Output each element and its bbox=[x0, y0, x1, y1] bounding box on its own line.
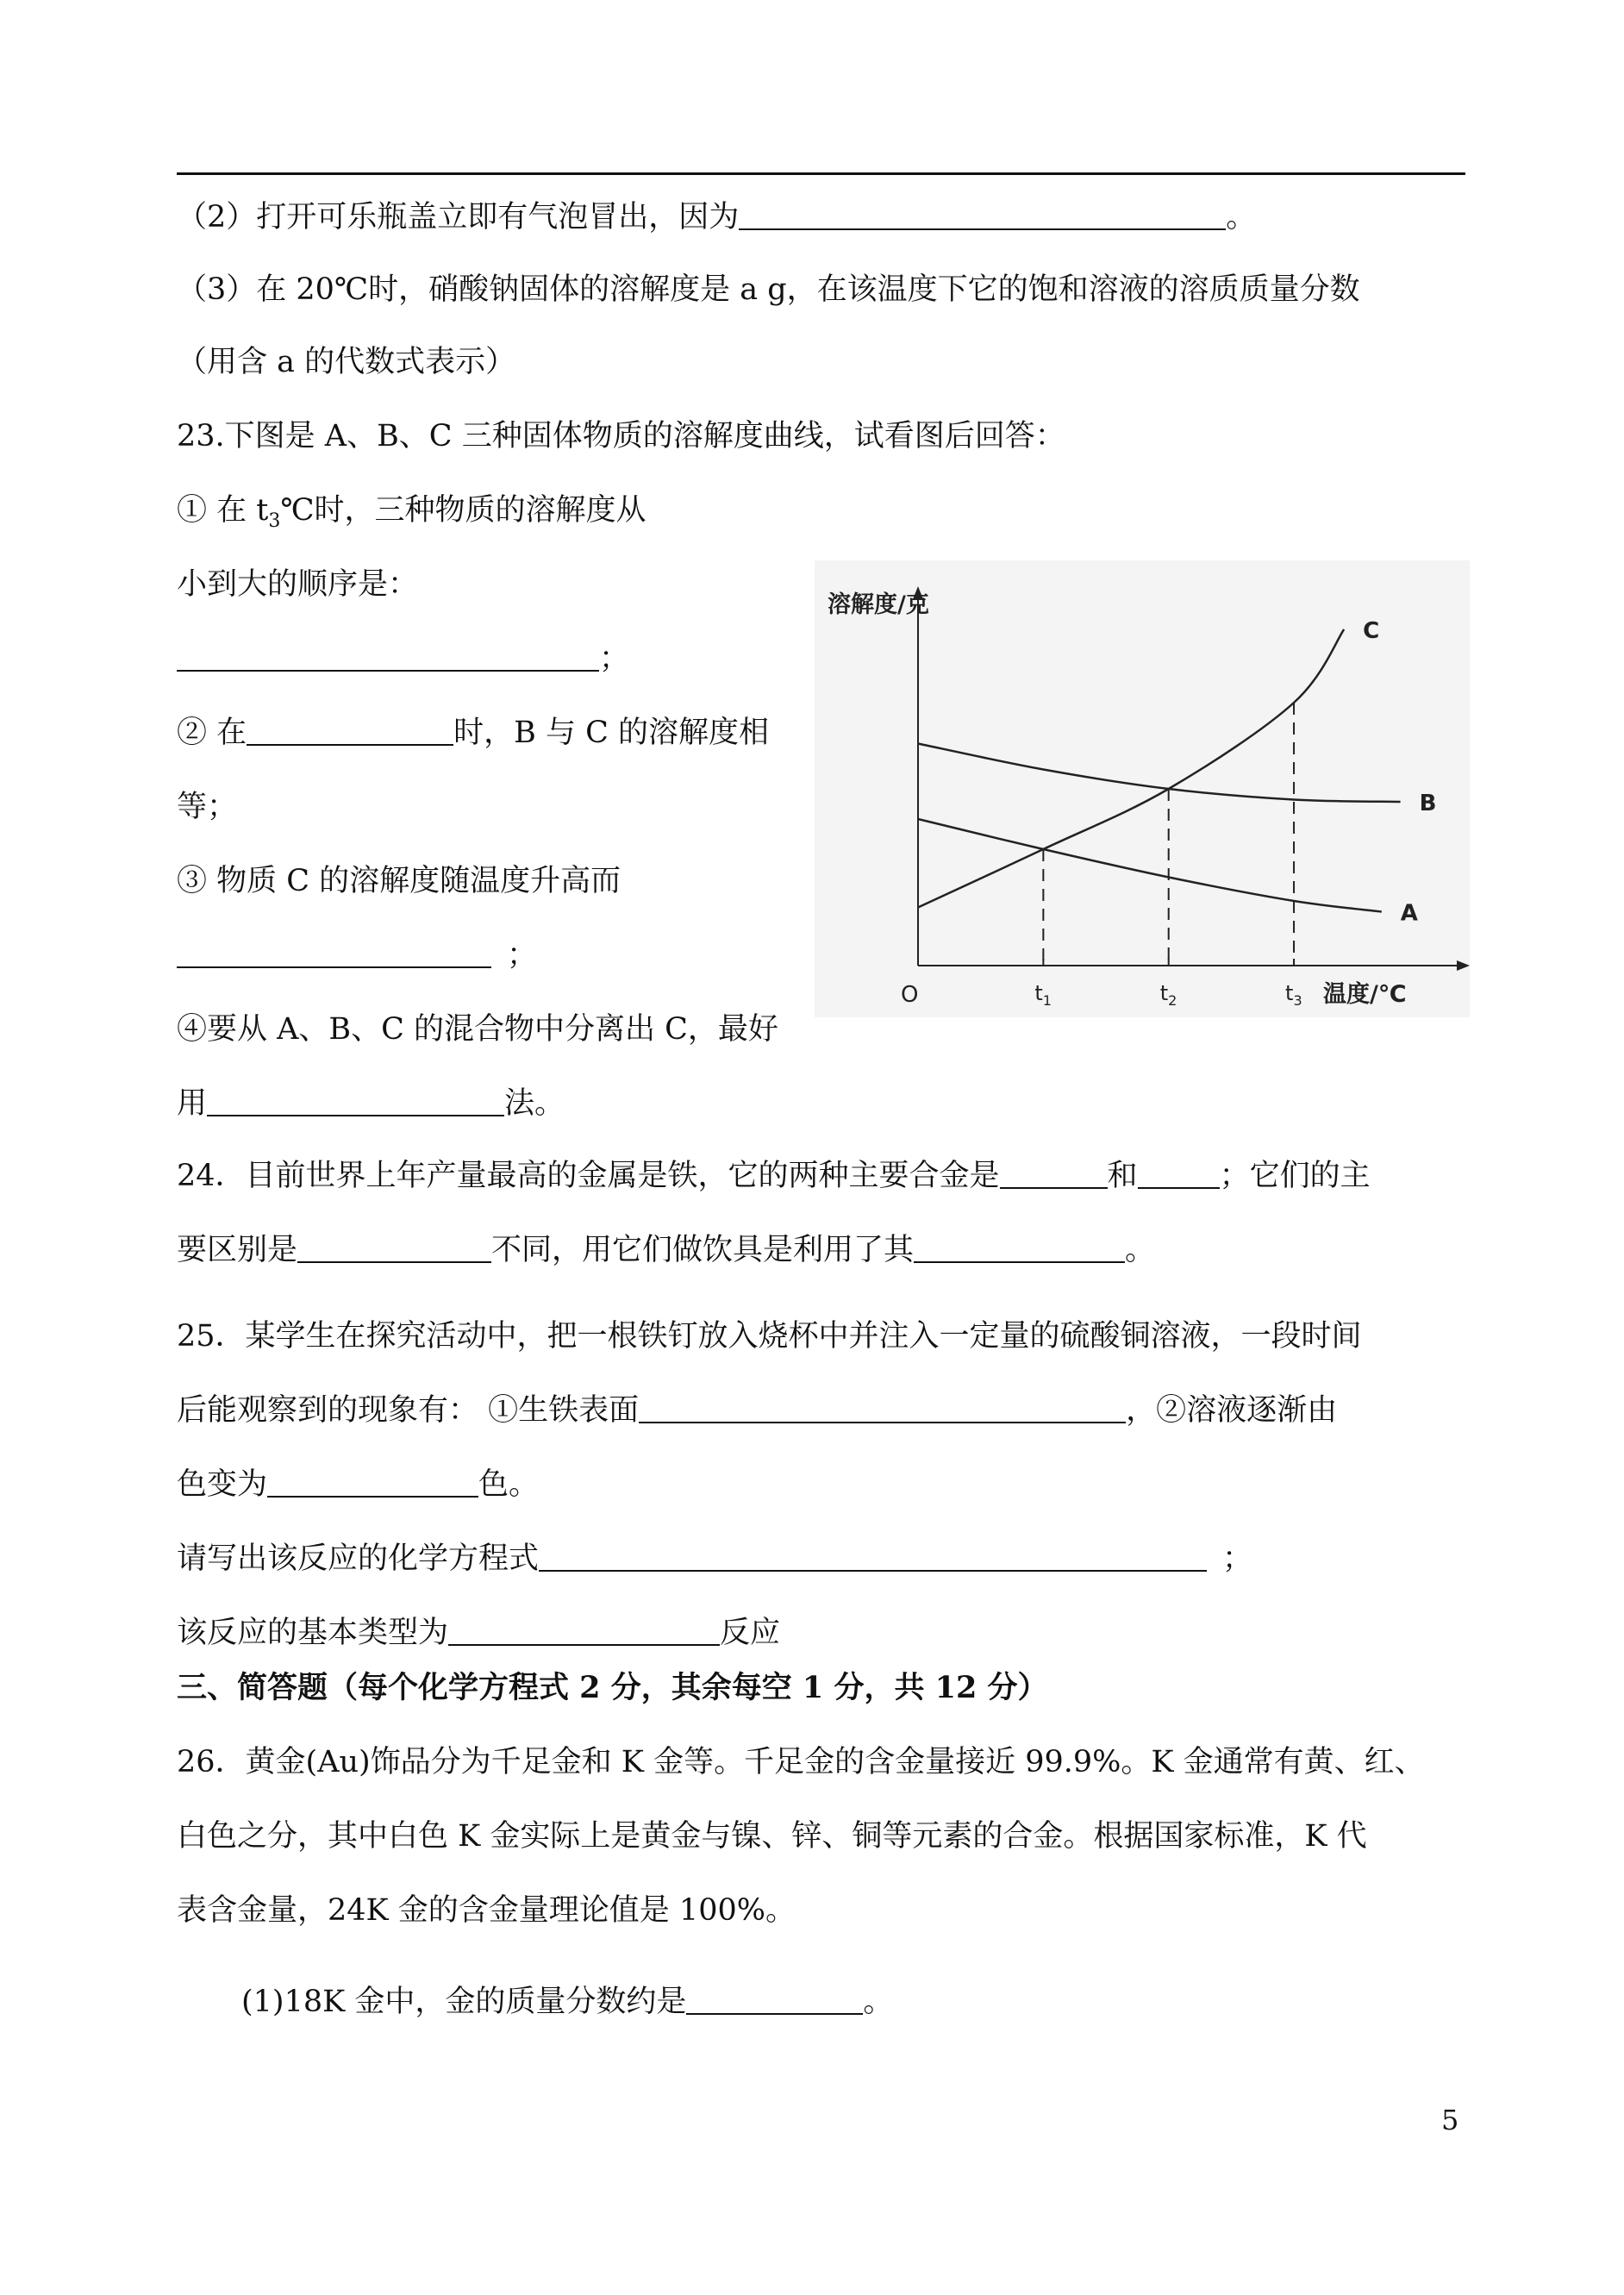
series-label-b: B bbox=[1419, 791, 1437, 816]
answer-blank[interactable] bbox=[267, 1470, 478, 1498]
q26-part1-end: 。 bbox=[863, 1985, 894, 2019]
q23-part1-text-b: ℃时，三种物质的溶解度从 bbox=[280, 493, 646, 528]
q23-part2-text-b: 时，B 与 C 的溶解度相 bbox=[453, 716, 770, 750]
q22-part2 bbox=[177, 198, 1256, 236]
q23-part1-line3 bbox=[177, 640, 629, 678]
y-axis-label: 溶解度/克 bbox=[828, 591, 929, 618]
q25-text-f: 请写出该反应的化学方程式 bbox=[177, 1541, 540, 1576]
q23-part2-text-a: ② 在 bbox=[177, 716, 247, 750]
q26-part1-text: (1)18K 金中，金的质量分数约是 bbox=[241, 1985, 687, 2019]
q25-text-g: ； bbox=[1222, 1541, 1253, 1576]
answer-blank[interactable] bbox=[207, 1089, 504, 1116]
answer-blank[interactable] bbox=[177, 644, 599, 672]
page-number: 5 bbox=[1441, 2104, 1459, 2136]
q23-part1-line2: 小到大的顺序是： bbox=[177, 567, 419, 602]
origin-label: O bbox=[901, 982, 919, 1008]
q24-text-c: ；它们的主 bbox=[1219, 1159, 1371, 1193]
q24-text-b: 和 bbox=[1107, 1159, 1138, 1193]
q26-line1: 26．黄金(Au)饰品分为千足金和 K 金等。千足金的含金量接近 99.9%。K 金通常有黄、红、 bbox=[177, 1745, 1425, 1779]
q24-line1 bbox=[177, 1157, 1371, 1195]
q25-text-e: 色。 bbox=[478, 1467, 540, 1502]
q23-part4-text-a: 用 bbox=[177, 1086, 208, 1121]
q22-part2-end: 。 bbox=[1226, 200, 1257, 235]
x-tick-label-3: $t_3$ bbox=[1285, 981, 1302, 1009]
q25-line5 bbox=[177, 1614, 780, 1652]
q22-part3-line2: （用含 a 的代数式表示） bbox=[177, 345, 516, 379]
q26-line2: 白色之分，其中白色 K 金实际上是黄金与镍、锌、铜等元素的合金。根据国家标准，K 代 bbox=[177, 1819, 1367, 1854]
q24-text-f: 。 bbox=[1125, 1233, 1156, 1267]
q24-line2 bbox=[177, 1231, 1155, 1269]
q23-part3-line2 bbox=[177, 936, 537, 974]
x-tick-label-2: $t_2$ bbox=[1159, 981, 1177, 1009]
q22-part3-line1: （3）在 20℃时，硝酸钠固体的溶解度是 a g，在该温度下它的饱和溶液的溶质质量分数 bbox=[177, 272, 1360, 307]
q23-part1-text-a: ① 在 t bbox=[177, 493, 269, 528]
q25-text-d: 色变为 bbox=[177, 1467, 268, 1502]
q25-text-i: 反应 bbox=[720, 1616, 781, 1650]
series-label-a: A bbox=[1400, 900, 1418, 927]
q23-part2-line2: 等； bbox=[177, 790, 238, 824]
answer-blank[interactable] bbox=[539, 1544, 1207, 1572]
q25-text-b: 后能观察到的现象有： ①生铁表面 bbox=[177, 1393, 640, 1428]
solubility-curve-chart bbox=[815, 560, 1470, 1017]
answer-blank[interactable] bbox=[639, 1396, 1126, 1423]
q22-part2-text: （2）打开可乐瓶盖立即有气泡冒出，因为 bbox=[177, 200, 740, 235]
answer-blank[interactable] bbox=[177, 941, 491, 968]
q25-line2 bbox=[177, 1391, 1337, 1429]
answer-blank[interactable] bbox=[914, 1235, 1125, 1263]
x-tick-label-1: $t_1$ bbox=[1034, 981, 1052, 1009]
q24-text-e: 不同，用它们做饮具是利用了其 bbox=[491, 1233, 915, 1267]
q25-line3 bbox=[177, 1466, 539, 1504]
answer-blank[interactable] bbox=[686, 1987, 863, 2015]
subscript: 3 bbox=[268, 510, 281, 532]
answer-blank[interactable] bbox=[1000, 1161, 1108, 1189]
answer-blank[interactable] bbox=[1138, 1161, 1220, 1189]
header-rule bbox=[177, 172, 1465, 175]
q23-part4-line2 bbox=[177, 1085, 565, 1122]
series-label-c: C bbox=[1363, 618, 1380, 644]
q23-part1-end: ； bbox=[599, 641, 630, 676]
q25-text-h: 该反应的基本类型为 bbox=[177, 1616, 449, 1650]
x-axis-label: 温度/℃ bbox=[1323, 981, 1407, 1008]
q23-title: 23.下图是 A、B、C 三种固体物质的溶解度曲线，试看图后回答： bbox=[177, 419, 1065, 453]
q23-part3-end: ； bbox=[507, 938, 538, 972]
q24-text-d: 要区别是 bbox=[177, 1233, 298, 1267]
q23-part4-text-b: 法。 bbox=[504, 1086, 565, 1121]
q23-part3-line1: ③ 物质 C 的溶解度随温度升高而 bbox=[177, 864, 621, 898]
answer-blank[interactable] bbox=[739, 203, 1226, 230]
q25-text-c: ，②溶液逐渐由 bbox=[1126, 1393, 1338, 1428]
q23-part4-line1: ④要从 A、B、C 的混合物中分离出 C，最好 bbox=[177, 1012, 778, 1047]
q25-line1: 25．某学生在探究活动中，把一根铁钉放入烧杯中并注入一定量的硫酸铜溶液，一段时间 bbox=[177, 1319, 1362, 1354]
q25-line4 bbox=[177, 1540, 1252, 1578]
q23-part1-line1 bbox=[177, 491, 646, 541]
q24-text-a: 24．目前世界上年产量最高的金属是铁，它的两种主要合金是 bbox=[177, 1159, 1000, 1193]
q23-part2-line1 bbox=[177, 714, 769, 752]
q26-part1 bbox=[241, 1983, 893, 2021]
answer-blank[interactable] bbox=[297, 1235, 491, 1263]
answer-blank[interactable] bbox=[247, 718, 453, 746]
section-3-heading: 三、简答题（每个化学方程式 2 分，其余每空 1 分，共 12 分） bbox=[177, 1670, 1048, 1705]
q26-line3: 表含金量，24K 金的含金量理论值是 100%。 bbox=[177, 1893, 796, 1928]
answer-blank[interactable] bbox=[448, 1618, 720, 1646]
